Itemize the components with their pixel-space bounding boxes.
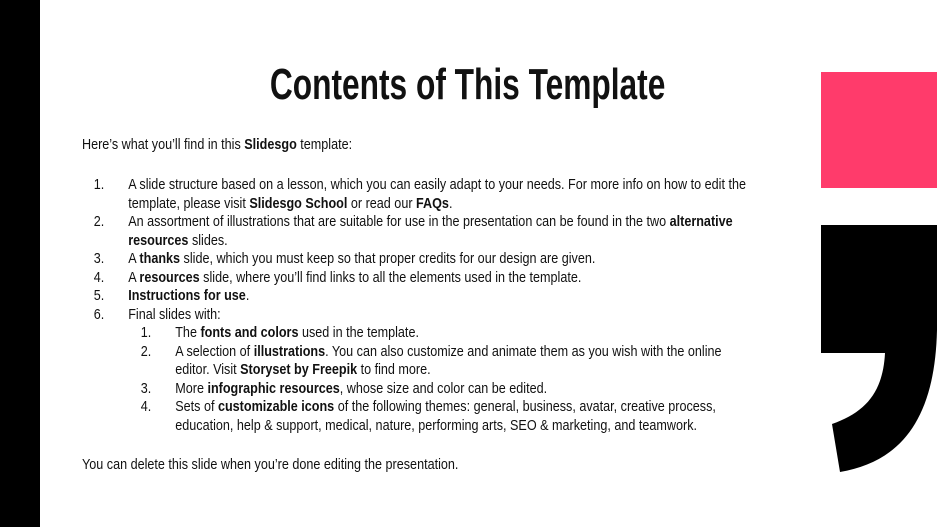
sub-list-item: 3. More infographic resources, whose size and color can be edited. bbox=[140, 379, 548, 397]
list-item: 5. Instructions for use. bbox=[93, 287, 250, 304]
contents-list bbox=[82, 176, 746, 435]
sub-list-item: 1. The fonts and colors used in the template. bbox=[140, 324, 419, 341]
slide-title-text: Contents of This Template bbox=[270, 60, 666, 109]
slide-title bbox=[150, 60, 786, 110]
list-item: 6. Final slides with: bbox=[93, 305, 221, 323]
sub-list-item: 2. A selection of illustrations. You can also customize and animate them as you wish with the online editor. Visit Storyset by Freepik to find more. bbox=[140, 342, 722, 378]
list-item: 4. A resources slide, where you’ll find links to all the elements used in the template. bbox=[93, 268, 582, 286]
list-item: 2. An assortment of illustrations that are suitable for use in the presentation can be found in the two alternative resources slides. bbox=[93, 213, 733, 249]
list-item: 3. A thanks slide, which you must keep so that proper credits for our design are given. bbox=[93, 250, 596, 267]
list-item: 1. A slide structure based on a lesson, which you can easily adapt to your needs. For more info on how to edit the template, please visit Slidesgo School or read our FAQs. bbox=[93, 176, 746, 212]
sub-list-item: 4. Sets of customizable icons of the following themes: general, business, avatar, creative process, education, help & support, medical, nature, performing arts, SEO & marketing, and teamwork. bbox=[140, 398, 716, 434]
footer-note: You can delete this slide when you’re done editing the presentation. bbox=[82, 456, 459, 473]
intro-text: Here’s what you’ll find in this Slidesgo template: bbox=[82, 136, 353, 153]
